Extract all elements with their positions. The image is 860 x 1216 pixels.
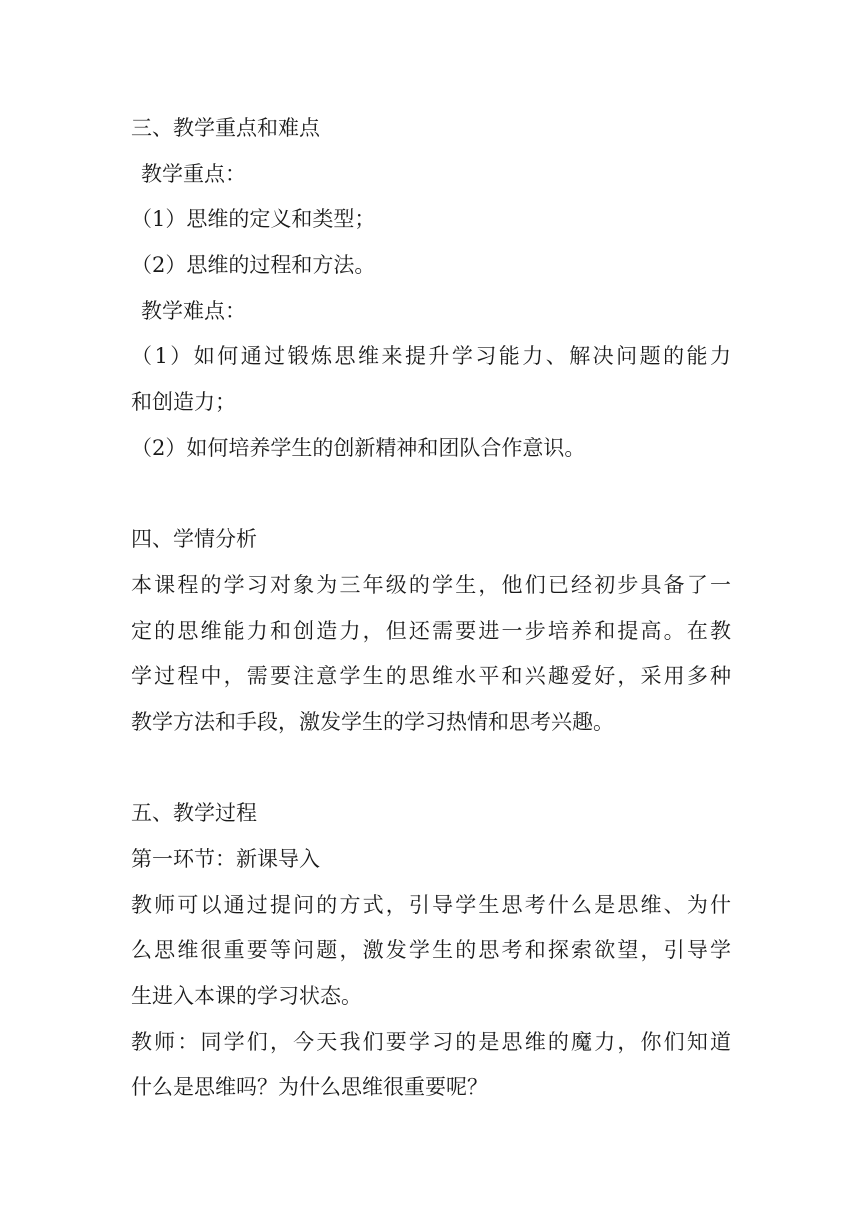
analysis-line-2: 定的思维能力和创造力，但还需要进一步培养和提高。在教: [131, 618, 731, 643]
process-para-1-line-3: 生进入本课的学习状态。: [131, 984, 362, 1009]
section-3-heading: 三、教学重点和难点: [131, 116, 320, 140]
difficulty-1-line-2: 和创造力；: [131, 390, 236, 415]
process-para-2-line-2: 什么是思维吗？为什么思维很重要呢？: [131, 1075, 488, 1100]
analysis-line-3: 学过程中，需要注意学生的思维水平和兴趣爱好，采用多种: [131, 664, 731, 689]
difficulties-label: 教学难点：: [141, 298, 246, 323]
analysis-line-1: 本课程的学习对象为三年级的学生，他们已经初步具备了一: [131, 572, 731, 597]
difficulty-2: （2）如何培养学生的创新精神和团队合作意识。: [131, 435, 586, 460]
key-points-label: 教学重点：: [141, 161, 246, 186]
key-point-2: （2）思维的过程和方法。: [131, 253, 376, 278]
step-1-title: 第一环节：新课导入: [131, 847, 320, 871]
process-para-2-line-1: 教师：同学们，今天我们要学习的是思维的魔力，你们知道: [131, 1029, 731, 1054]
document-body: [131, 106, 731, 1111]
analysis-line-4: 教学方法和手段，激发学生的学习热情和思考兴趣。: [131, 709, 614, 734]
process-para-1-line-1: 教师可以通过提问的方式，引导学生思考什么是思维、为什: [131, 892, 731, 917]
section-spacer: [131, 472, 731, 518]
key-point-1: （1）思维的定义和类型；: [131, 207, 376, 232]
section-spacer: [131, 746, 731, 792]
difficulty-1-line-1: （1）如何通过锻炼思维来提升学习能力、解决问题的能力: [131, 344, 731, 369]
process-para-1-line-2: 么思维很重要等问题，激发学生的思考和探索欲望，引导学: [131, 938, 731, 963]
section-5-heading: 五、教学过程: [131, 801, 257, 826]
section-4-heading: 四、学情分析: [131, 527, 257, 552]
